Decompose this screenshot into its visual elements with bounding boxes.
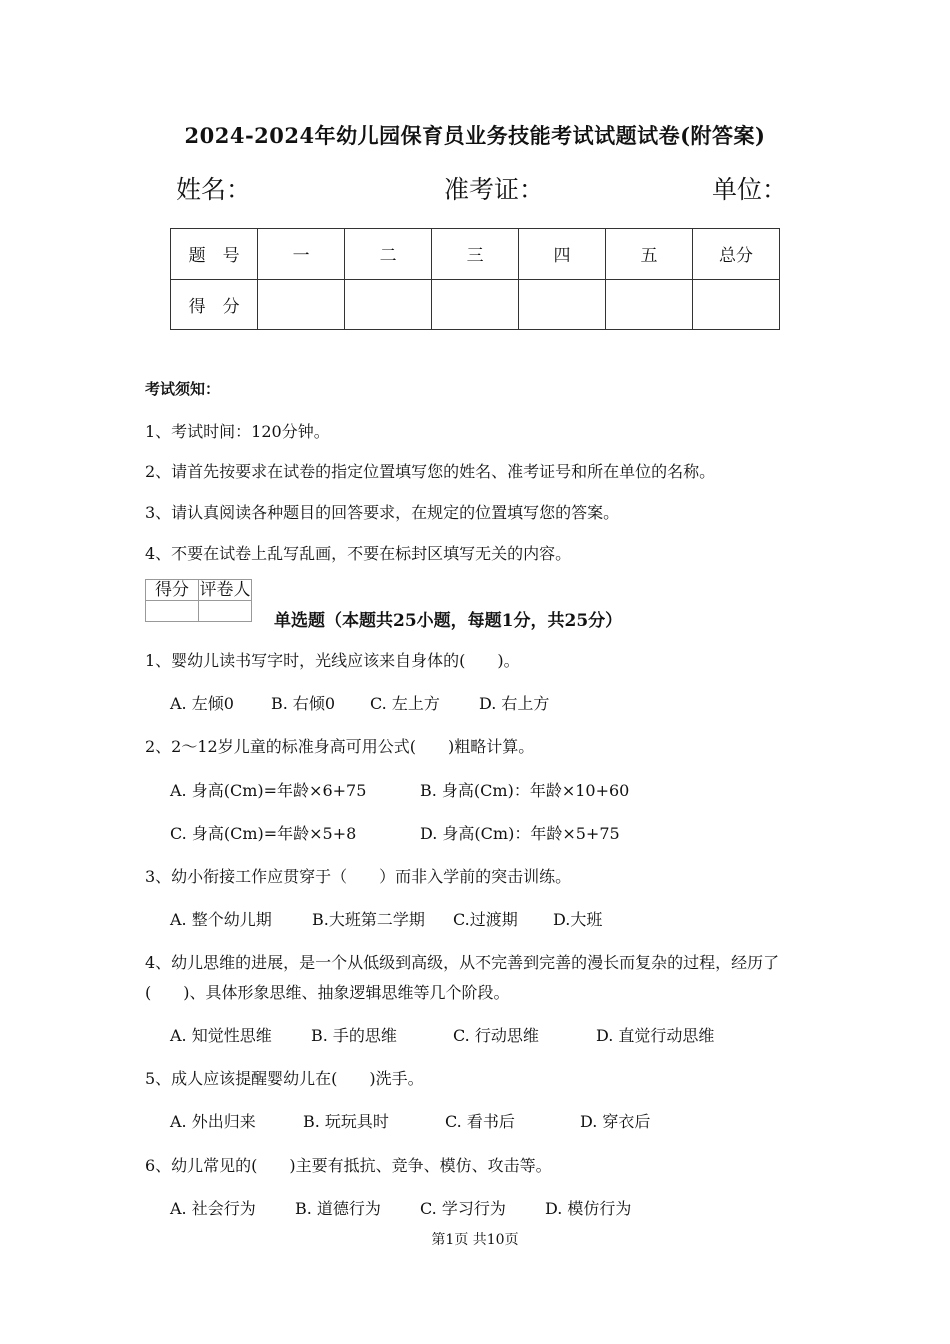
option-b: B. 玩玩具时 — [303, 1112, 389, 1131]
score-header-cell: 五 — [606, 229, 693, 280]
notice-item: 2、请首先按要求在试卷的指定位置填写您的姓名、准考证号和所在单位的名称。 — [145, 462, 716, 481]
score-cell — [258, 279, 345, 330]
page-title: 2024-2024年幼儿园保育员业务技能考试试题试卷(附答案) — [184, 123, 766, 148]
option-a: A. 整个幼儿期 — [170, 910, 272, 929]
option-a: A. 左倾0 — [170, 694, 234, 713]
score-header-cell: 二 — [345, 229, 432, 280]
option-c: C.过渡期 — [453, 910, 518, 929]
option-a: A. 身高(Cm)=年龄×6+75 — [170, 781, 367, 800]
option-c: C. 看书后 — [445, 1112, 515, 1131]
score-cell — [519, 279, 606, 330]
option-b: B. 右倾0 — [271, 694, 336, 713]
score-cell — [345, 279, 432, 330]
score-cell — [692, 279, 779, 330]
notice-title: 考试须知： — [145, 380, 221, 398]
question-text: 4、幼儿思维的进展，是一个从低级到高级，从不完善到完善的漫长而复杂的过程，经历了 — [145, 953, 780, 972]
question-text: 6、幼儿常见的( )主要有抵抗、竞争、模仿、攻击等。 — [145, 1156, 552, 1175]
name-label: 姓名： — [176, 175, 252, 204]
question-text: 2、2～12岁儿童的标准身高可用公式( )粗略计算。 — [145, 737, 535, 756]
score-header-cell: 题 号 — [171, 229, 258, 280]
score-header-cell: 四 — [519, 229, 606, 280]
option-d: D.大班 — [553, 910, 603, 929]
option-b: B. 身高(Cm)：年龄×10+60 — [420, 781, 630, 800]
option-b: B.大班第二学期 — [312, 910, 425, 929]
option-a: A. 外出归来 — [170, 1112, 256, 1131]
grader-score-cell — [146, 601, 199, 622]
notice-item: 4、不要在试卷上乱写乱画，不要在标封区填写无关的内容。 — [145, 544, 572, 563]
option-c: C. 身高(Cm)=年龄×5+8 — [170, 824, 357, 843]
option-d: D. 身高(Cm)：年龄×5+75 — [420, 824, 620, 843]
page-footer: 第1页 共10页 — [431, 1232, 519, 1248]
option-a: A. 知觉性思维 — [170, 1026, 272, 1045]
score-header-cell: 三 — [432, 229, 519, 280]
score-table-score-row — [171, 279, 780, 330]
score-table-header-row — [171, 229, 780, 280]
grader-score-label: 得分 — [146, 580, 199, 601]
exam-number-label: 准考证： — [444, 175, 545, 204]
option-d: D. 直觉行动思维 — [596, 1026, 715, 1045]
notice-item: 3、请认真阅读各种题目的回答要求，在规定的位置填写您的答案。 — [145, 503, 620, 522]
grader-box — [145, 579, 252, 622]
grader-reviewer-cell — [199, 601, 252, 622]
option-a: A. 社会行为 — [170, 1199, 256, 1218]
score-header-cell: 一 — [258, 229, 345, 280]
question-text: 1、婴幼儿读书写字时，光线应该来自身体的( )。 — [145, 651, 520, 670]
grader-reviewer-label: 评卷人 — [199, 580, 251, 600]
score-table — [170, 228, 780, 330]
section-title: 单选题（本题共25小题，每题1分，共25分） — [274, 611, 623, 631]
question-text: 3、幼小衔接工作应贯穿于（ ）而非入学前的突击训练。 — [145, 867, 572, 886]
score-cell — [432, 279, 519, 330]
unit-label: 单位： — [712, 175, 788, 204]
notice-item: 1、考试时间：120分钟。 — [145, 422, 330, 441]
option-c: C. 行动思维 — [453, 1026, 539, 1045]
score-header-cell: 总分 — [692, 229, 779, 280]
option-c: C. 学习行为 — [420, 1199, 506, 1218]
option-b: B. 手的思维 — [311, 1026, 397, 1045]
option-d: D. 穿衣后 — [580, 1112, 651, 1131]
question-text: 5、成人应该提醒婴幼儿在( )洗手。 — [145, 1069, 424, 1088]
question-text-continued: ( )、具体形象思维、抽象逻辑思维等几个阶段。 — [145, 983, 510, 1002]
option-d: D. 模仿行为 — [545, 1199, 632, 1218]
score-row-label: 得 分 — [171, 279, 258, 330]
score-cell — [606, 279, 693, 330]
option-b: B. 道德行为 — [295, 1199, 381, 1218]
option-d: D. 右上方 — [479, 694, 550, 713]
option-c: C. 左上方 — [370, 694, 440, 713]
